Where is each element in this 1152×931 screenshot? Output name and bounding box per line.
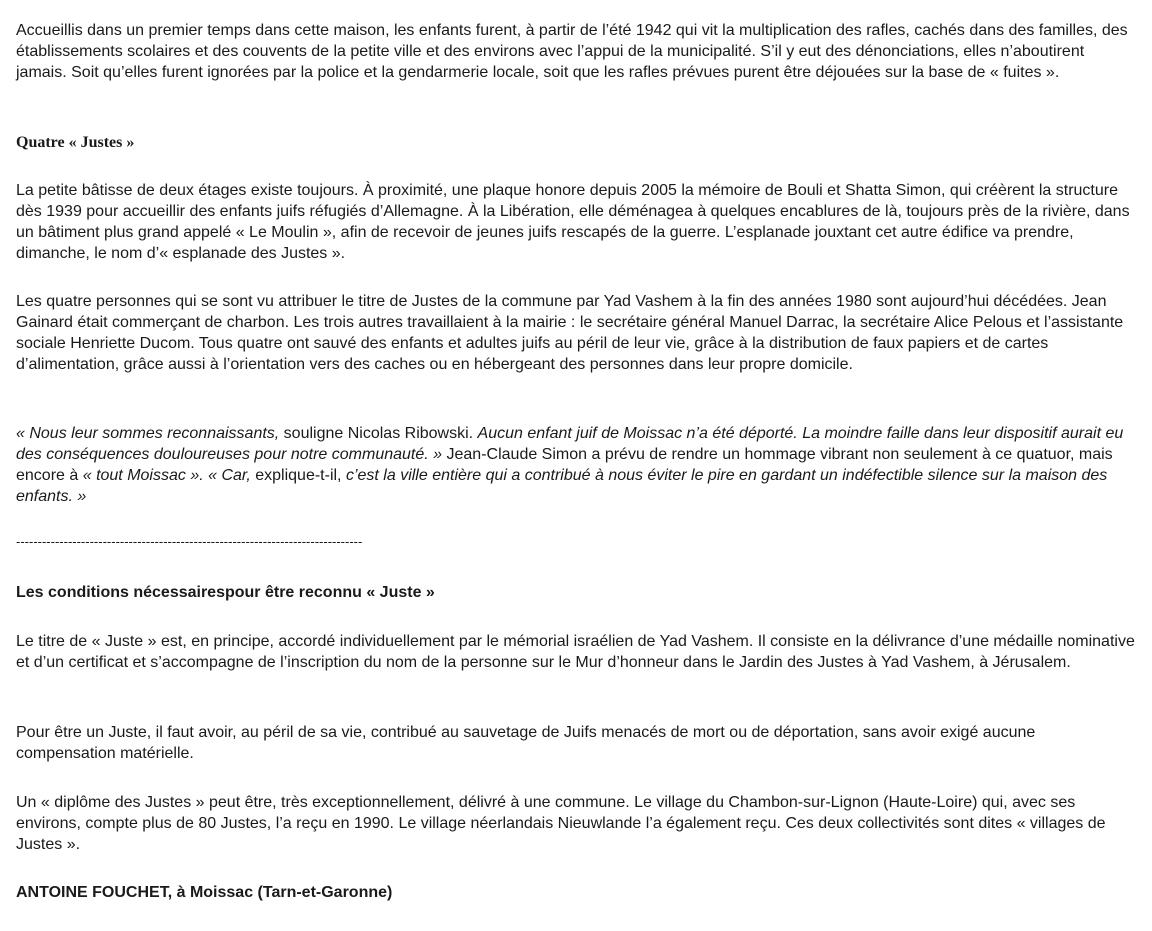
- paragraph-requirements: Pour être un Juste, il faut avoir, au péril de sa vie, contribué au sauvetage de Juifs menacés de mort ou de déportation, sans avoir exigé aucune compensation matérielle.: [16, 724, 1036, 762]
- paragraph-hiding-children: Accueillis dans un premier temps dans cette maison, les enfants furent, à partir de l’été 1942 qui vit la multiplication des rafles, cachés dans des familles, des établissements scolaires et des couvents de la petite ville et des environs avec l’appui de la municipalité. S’il y eut des dénonciations, elles n’aboutirent jamais. Soit qu’elles furent ignorées par la police et la gendarmerie locale, soit que les rafles prévues purent être déjouées sur la base de « fuites ».: [16, 22, 1128, 81]
- section-heading-conditions: Les conditions nécessairespour être reconnu « Juste »: [16, 584, 435, 601]
- paragraph-four-justes: Les quatre personnes qui se sont vu attribuer le titre de Justes de la commune par Yad Vashem à la fin des années 1980 sont aujourd’hui décédées. Jean Gainard était commerçant de charbon. Les trois autres travaillaient à la mairie : le secrétaire général Manuel Darrac, la secrétaire Alice Pelous et l’assistante sociale Henriette Ducom. Tous quatre ont sauvé des enfants et adultes juifs au péril de leur vie, grâce à la distribution de faux papiers et de cartes d’alimentation, grâce aussi à l’orientation vers des caches ou en hébergeant des personnes dans leur propre domicile.: [16, 293, 1124, 373]
- quote-part-4: c’est la ville entière qui a contribué à nous éviter le pire en gardant un indéfectible silence sur la maison des enfants. »: [16, 467, 1108, 505]
- section-heading-quatre-justes: Quatre « Justes »: [16, 134, 135, 151]
- quote-text-3: explique-t-il,: [250, 467, 346, 484]
- author-signature: ANTOINE FOUCHET, à Moissac (Tarn-et-Garonne): [16, 884, 393, 901]
- paragraph-building: La petite bâtisse de deux étages existe toujours. À proximité, une plaque honore depuis 2005 la mémoire de Bouli et Shatta Simon, qui créèrent la structure dès 1939 pour accueillir des enfants juifs réfugiés d’Allemagne. À la Libération, elle déménagea à quelques encablures de là, toujours près de la rivière, dans un bâtiment plus grand appelé « Le Moulin », afin de recevoir de jeunes juifs rescapés de la guerre. L’esplanade jouxtant cet autre édifice va prendre, dimanche, le nom d’« esplanade des Justes ».: [16, 182, 1130, 262]
- quote-text-2: Jean-Claude Simon a prévu de rendre un hommage vibrant non seulement à ce quatuor, mais encore à: [16, 446, 1113, 484]
- quote-paragraph: [16, 423, 1136, 507]
- quote-part-2: Aucun enfant juif de Moissac n’a été déporté. La moindre faille dans leur dispositif aurait eu des conséquences douloureuses pour notre communauté. »: [16, 425, 1124, 463]
- section-divider: --------------------------------------------------------------------------------: [16, 534, 363, 549]
- quote-text-1: souligne Nicolas Ribowski.: [279, 425, 478, 442]
- paragraph-title-definition: Le titre de « Juste » est, en principe, accordé individuellement par le mémorial israélien de Yad Vashem. Il consiste en la délivrance d’une médaille nominative et d’un certificat et s’accompagne de l’inscription du nom de la personne sur le Mur d’honneur dans le Jardin des Justes à Yad Vashem, à Jérusalem.: [16, 633, 1135, 671]
- paragraph-diploma: Un « diplôme des Justes » peut être, très exceptionnellement, délivré à une commune. Le village du Chambon-sur-Lignon (Haute-Loire) qui, avec ses environs, compte plus de 80 Justes, l’a reçu en 1990. Le village néerlandais Nieuwlande l’a également reçu. Ces deux collectivités sont dites « villages de Justes ».: [16, 794, 1106, 853]
- quote-part-1: « Nous leur sommes reconnaissants,: [16, 425, 280, 442]
- quote-part-3: « tout Moissac ». « Car,: [82, 467, 251, 484]
